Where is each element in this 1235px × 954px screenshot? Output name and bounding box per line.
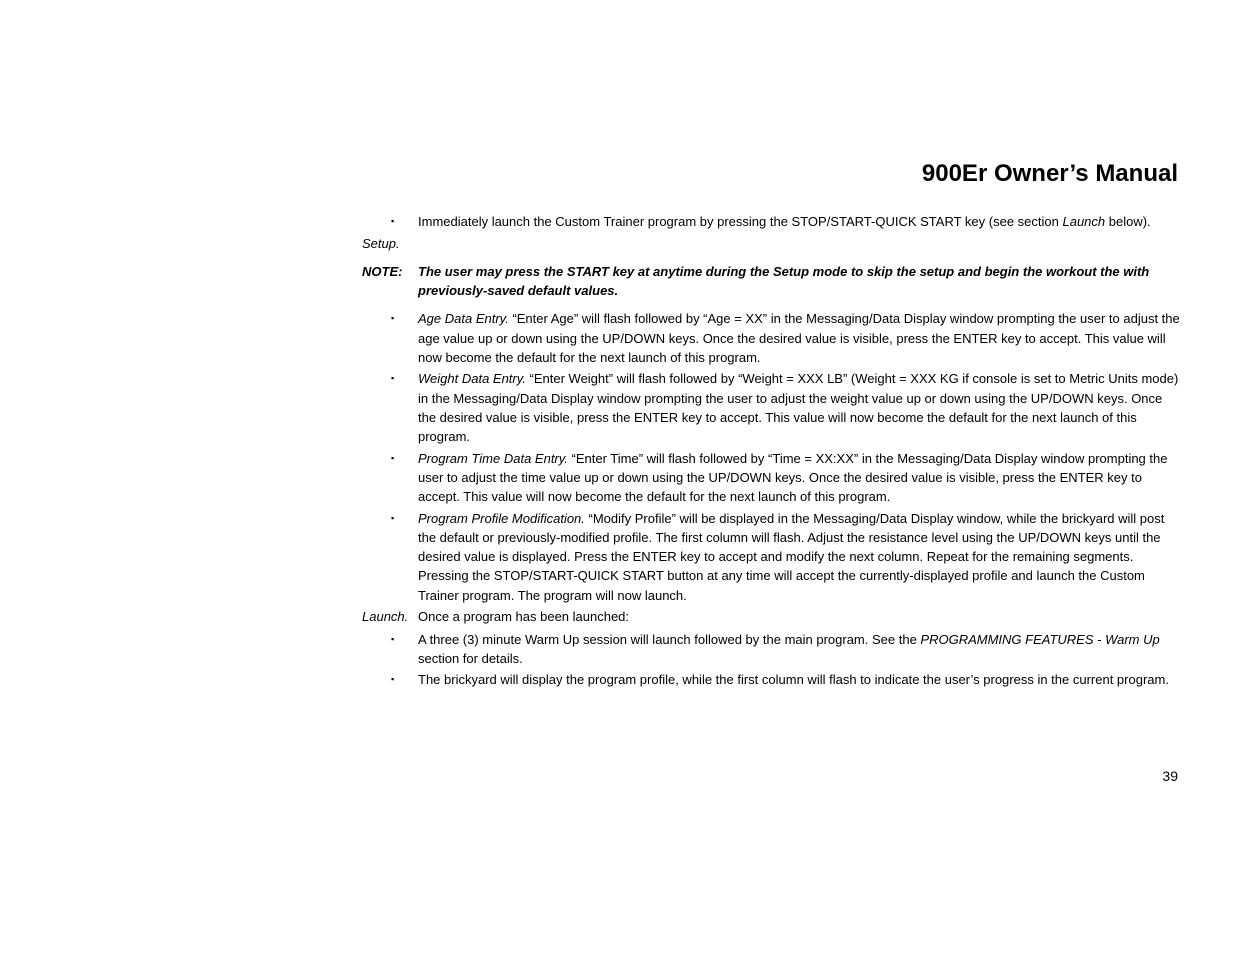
step-text: “Enter Age” will flash followed by “Age = XX” in the Messaging/Data Display window prompting the user to adjust the age value up or down using the UP/DOWN keys. Once the desired value is visible, press the ENTER key to accept. This value will now become the default for the next launch of this program. [418,311,1180,365]
step-title: Program Profile Modification. [418,510,585,526]
page-title: 900Er Owner’s Manual [921,160,1178,187]
intro-section-ref: Launch [1062,214,1106,229]
manual-content [362,212,1180,692]
launch-item-text: The brickyard will display the program profile, while the first column will flash to indicate the user’s progress in the current program. [418,672,1169,688]
note-block [362,262,1180,300]
list-item [362,630,1180,668]
intro-text-tail: below). [1105,214,1151,229]
intro-list [362,212,1180,231]
launch-item-text: A three (3) minute Warm Up session will launch followed by the main program. See the [418,631,921,647]
setup-label: Setup. [362,235,400,251]
list-item [362,509,1180,605]
launch-text: Once a program has been launched: [418,609,630,625]
square-bullet-icon: ▪ [391,373,395,384]
square-bullet-icon: ▪ [391,216,395,226]
list-item [362,212,1180,231]
setup-steps-list [362,309,1180,605]
launch-block [362,607,1180,626]
step-text: “Modify Profile” will be displayed in the Messaging/Data Display window, while the brickyard will post the default or previously-modified profile. The first column will flash. Adjust the resistance level using the UP/DOWN keys until the desired value is displayed. Press the ENTER key to accept and modify the next column. Repeat for the remaining segments. Pressing the STOP/START-QUICK START button at any time will accept the currently-displayed profile and launch the Custom Trainer program. The program will now launch. [418,510,1165,603]
step-text: “Enter Weight” will flash followed by “Weight = XXX LB” (Weight = XXX KG if console is set to Metric Units mode) in the Messaging/Data Display window prompting the user to adjust the weight value up or down using the UP/DOWN keys. Once the desired value is visible, press the ENTER key to accept. This value will now become the default for the next launch of this program. [418,371,1179,445]
square-bullet-icon: ▪ [391,633,395,644]
list-item [362,670,1180,689]
note-text: The user may press the START key at anytime during the Setup mode to skip the setup and begin the workout the with previously-saved default values. [418,263,1150,299]
square-bullet-icon: ▪ [391,512,395,523]
list-item [362,369,1180,446]
note-label: NOTE: [362,263,403,279]
square-bullet-icon: ▪ [391,674,395,685]
list-item [362,309,1180,367]
launch-item-tail: section for details. [418,650,523,666]
launch-label: Launch. [362,609,409,625]
step-title: Program Time Data Entry. [418,450,568,466]
intro-text: Immediately launch the Custom Trainer program by pressing the STOP/START-QUICK START key (see section [418,214,1063,229]
launch-item-ref: PROGRAMMING FEATURES - Warm Up [920,631,1160,647]
list-item [362,449,1180,507]
step-title: Age Data Entry. [418,311,509,327]
page-number: 39 [1162,768,1178,784]
step-title: Weight Data Entry. [418,371,526,387]
launch-list [362,630,1180,690]
square-bullet-icon: ▪ [391,452,395,463]
step-text: “Enter Time” will flash followed by “Time = XX:XX” in the Messaging/Data Display window prompting the user to adjust the time value up or down using the UP/DOWN keys. Once the desired value is visible, press the ENTER key to accept. This value will now become the default for the next launch of this program. [418,450,1168,505]
square-bullet-icon: ▪ [391,313,395,324]
